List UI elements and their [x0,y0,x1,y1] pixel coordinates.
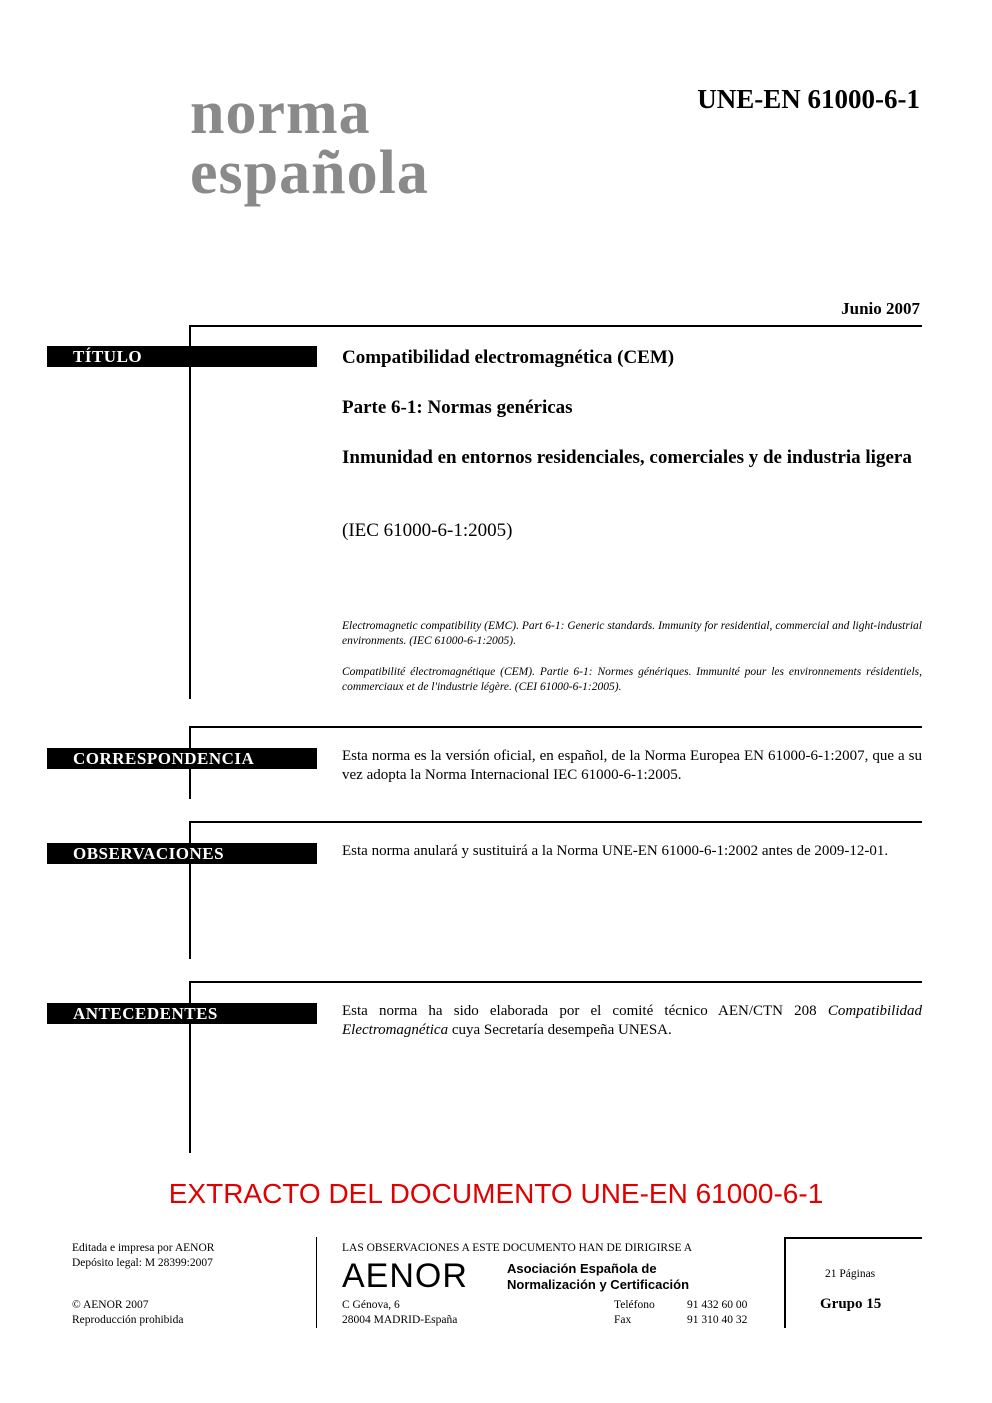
antecedentes-text-before: Esta norma ha sido elaborada por el comité técnico AEN/CTN 208 [342,1003,828,1019]
antecedentes-text-after: cuya Secretaría desempeña UNESA. [448,1022,672,1038]
footer-pages: 21 Páginas [825,1268,876,1280]
antecedentes-label: ANTECEDENTES [47,1003,317,1024]
footer-reproduction: Reproducción prohibida [72,1314,184,1326]
brand-line2: española [190,139,429,207]
antecedentes-text [342,1002,922,1040]
section-divider [189,726,922,728]
standard-code: UNE-EN 61000-6-1 [697,84,920,114]
aenor-association [507,1261,689,1293]
section-divider [189,981,922,983]
assoc-line2: Normalización y Certificación [507,1277,690,1292]
publication-date: Junio 2007 [841,299,920,318]
correspondencia-text: Esta norma es la versión oficial, en español, de la Norma Europea EN 61000-6-1:2007, que a su vez adopta la Norma Internacional IEC 61000-6-1:2005. [342,748,922,783]
footer-deposit: Depósito legal: M 28399:2007 [72,1257,213,1269]
title-sub: Inmunidad en entornos residenciales, comerciales y de industria ligera [342,447,912,468]
section-vertical-rule [189,325,191,699]
footer-box-rule [784,1237,786,1328]
title-part: Parte 6-1: Normas genéricas [342,397,573,418]
observaciones-text: Esta norma anulará y sustituirá a la Norma UNE-EN 61000-6-1:2002 antes de 2009-12-01. [342,843,889,859]
extract-watermark: EXTRACTO DEL DOCUMENTO UNE-EN 61000-6-1 [168,1178,824,1209]
footer-phone-label: Teléfono [614,1299,655,1311]
footer-box-top [784,1237,922,1239]
english-title: Electromagnetic compatibility (EMC). Part 6-1: Generic standards. Immunity for residential, commercial and light-industrial environments. (IEC 61000-6-1:2005). [342,620,922,647]
titulo-label: TÍTULO [47,346,317,367]
aenor-logo: AENOR [342,1257,468,1295]
footer-address1: C Génova, 6 [342,1299,400,1311]
iec-reference: (IEC 61000-6-1:2005) [342,520,513,541]
observaciones-label: OBSERVACIONES [47,843,317,864]
footer-phone: 91 432 60 00 [687,1299,748,1311]
section-vertical-rule [189,821,191,959]
footer-edited: Editada e impresa por AENOR [72,1242,215,1254]
antecedentes-committee-name: Compatibilidad Electromagnética [342,1003,922,1038]
section-divider [189,325,922,327]
footer-observations-header: LAS OBSERVACIONES A ESTE DOCUMENTO HAN DE DIRIGIRSE A [342,1242,693,1254]
footer-copyright: © AENOR 2007 [72,1299,149,1311]
correspondencia-label: CORRESPONDENCIA [47,748,317,769]
footer-fax-label: Fax [614,1314,632,1326]
footer-rule [316,1237,317,1328]
title-main: Compatibilidad electromagnética (CEM) [342,347,675,368]
section-divider [189,821,922,823]
french-title: Compatibilité électromagnétique (CEM). Partie 6-1: Normes génériques. Immunité pour les environnements résidentiels, commerciaux et de l'industrie légère. (CEI 61000-6-1:2005). [342,666,922,693]
assoc-line1: Asociación Española de [507,1261,657,1276]
brand-line1: norma [190,79,371,147]
footer-group: Grupo 15 [820,1296,882,1312]
footer-address2: 28004 MADRID-España [342,1314,458,1326]
footer-fax: 91 310 40 32 [687,1314,748,1326]
